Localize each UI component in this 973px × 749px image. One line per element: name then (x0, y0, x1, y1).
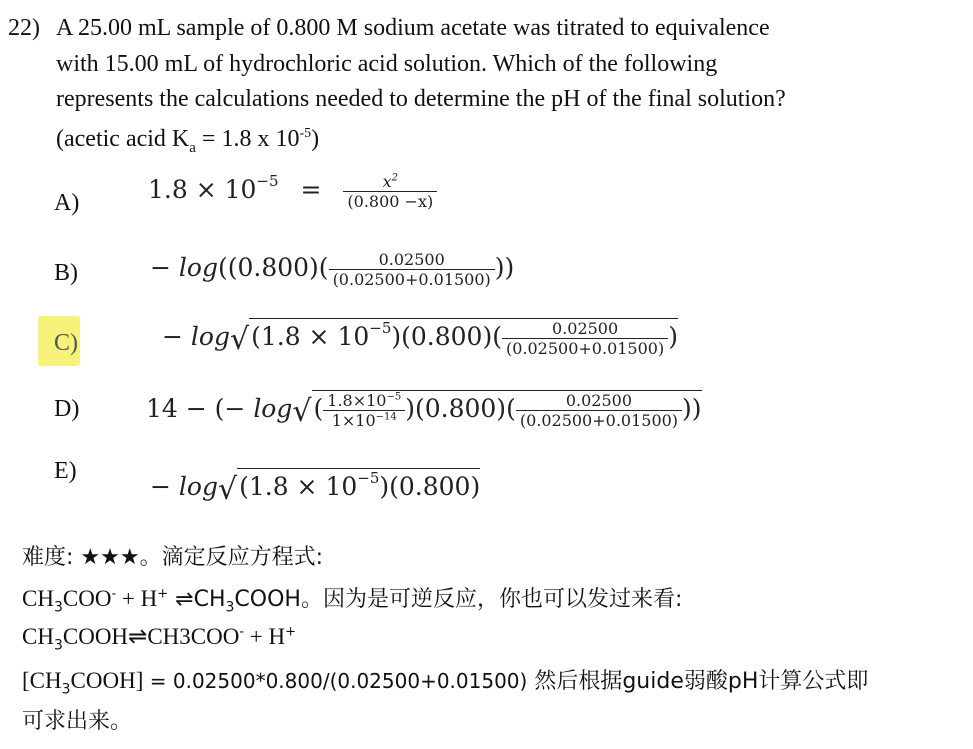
question-number: 22) (8, 15, 40, 41)
option-a-label[interactable]: A) (54, 190, 80, 216)
option-d-formula: 14 − (− log√( $\frac{1.8\times 10^{-5}}{1\times 10^{-14}}$ )(0.800)( $\frac{0.02500}{(0.02500+0.01500)}$ )) (146, 391, 702, 430)
radical-sign: √ (229, 322, 250, 357)
radical-sign: √ (292, 394, 312, 429)
option-b-fraction: $\frac{0.02500}{(0.02500+0.01500)}$ (329, 250, 495, 289)
radical-sign: √ (217, 472, 238, 507)
option-d-fraction-2: $\frac{0.02500}{(0.02500+0.01500)}$ (516, 391, 682, 430)
reaction-equation-2: $CH_3COOH\rightleftharpoons CH3COO^- + H^+$ (22, 624, 297, 654)
option-d-fraction-1: $\frac{1.8\times 10^{-5}}{1\times 10^{-14}}$ (323, 391, 405, 430)
difficulty-line: 难度: ★★★。滴定反应方程式: (22, 545, 323, 570)
concentration-line: $[CH_3COOH] = 0.02500*0.800/(0.02500+0.01500)$ 然后根据guide弱酸pH计算公式即 (22, 668, 869, 698)
option-b-formula: − log((0.800)( $\frac{0.02500}{(0.02500+0.01500)}$ )) (150, 250, 515, 289)
option-d-label[interactable]: D) (54, 396, 80, 422)
reaction-equation-1: $CH_3COO^- + H^+$ $\rightleftharpoons CH_3COOH$。因为是可逆反应，你也可以发过来看: (22, 586, 683, 616)
option-b-label[interactable]: B) (54, 260, 78, 286)
option-a-fraction: $\frac{x^2}{(0.800 -x)}$ (343, 172, 437, 211)
question-line-3: represents the calculations needed to determine the pH of the final solution? (56, 86, 786, 112)
option-e-formula: − $\log√(1.8 \times 10^{-5})(0.800)$ (150, 469, 481, 507)
question-ka-line: (acetic acid $K_a = 1.8$ x $10^{-5}$) (56, 126, 320, 156)
conclusion-line: 可求出来。 (22, 709, 133, 734)
question-line-2: with 15.00 mL of hydrochloric acid solution. Which of the following (56, 51, 718, 77)
question-line-1: A 25.00 mL sample of 0.800 M sodium acetate was titrated to equivalence (56, 15, 770, 41)
option-c-fraction: $\frac{0.02500}{(0.02500+0.01500)}$ (502, 319, 668, 358)
option-e-label[interactable]: E) (54, 458, 77, 484)
option-a-formula: $1.8 \times 10^{-5}$ = $\frac{x^2}{(0.800 -x)}$ (148, 172, 437, 211)
option-c-formula: − $\log√(1.8 \times 10^{-5})(0.800)$( $\frac{0.02500}{(0.02500+0.01500)}$ ) (162, 319, 678, 358)
option-c-label[interactable]: C) (54, 330, 78, 356)
